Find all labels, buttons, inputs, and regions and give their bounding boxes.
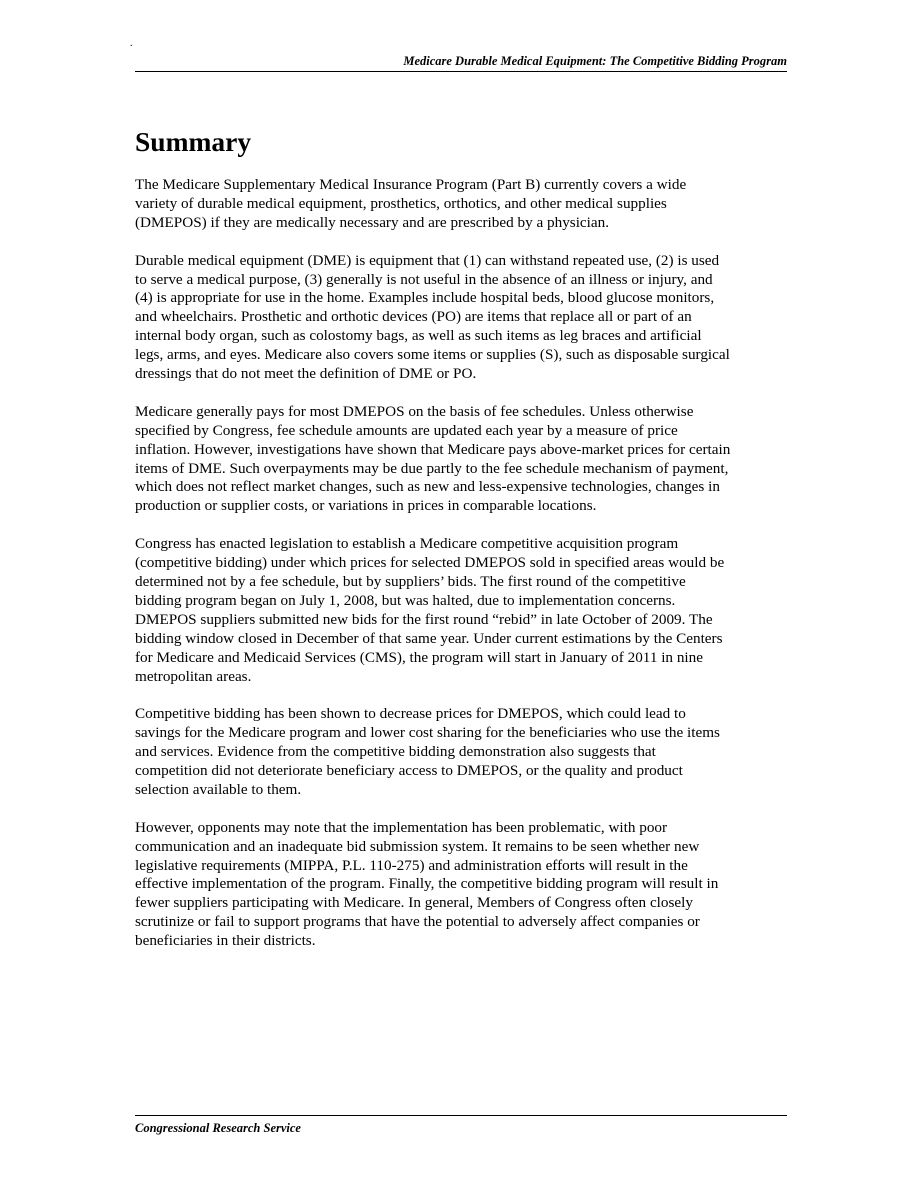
text-line: savings for the Medicare program and lower cost sharing for the beneficiaries who use the items xyxy=(135,724,720,742)
summary-paragraph xyxy=(135,535,795,686)
summary-paragraph xyxy=(135,403,795,516)
text-line: bidding window closed in December of that same year. Under current estimations by the Centers xyxy=(135,629,723,647)
page-title: Summary xyxy=(135,126,252,157)
text-line: fewer suppliers participating with Medicare. In general, Members of Congress often closely xyxy=(135,894,693,912)
footer-divider xyxy=(135,1115,787,1116)
text-line: specified by Congress, fee schedule amounts are updated each year by a measure of price xyxy=(135,421,678,439)
text-line: inflation. However, investigations have shown that Medicare pays above-market prices for certain xyxy=(135,440,731,458)
text-line: The Medicare Supplementary Medical Insurance Program (Part B) currently covers a wide xyxy=(135,176,687,193)
text-line: bidding program began on July 1, 2008, but was halted, due to implementation concerns. xyxy=(135,591,676,609)
summary-paragraph xyxy=(135,819,795,951)
text-line: internal body organ, such as colostomy bags, as well as such items as leg braces and artificial xyxy=(135,327,702,345)
text-line: (4) is appropriate for use in the home. Examples include hospital beds, blood glucose monitors, xyxy=(135,289,715,307)
text-line: items of DME. Such overpayments may be due partly to the fee schedule mechanism of payment, xyxy=(135,459,729,477)
text-line: communication and an inadequate bid submission system. It remains to be seen whether new xyxy=(135,837,700,855)
text-line: and wheelchairs. Prosthetic and orthotic devices (PO) are items that replace all or part of an xyxy=(135,308,692,326)
summary-paragraph xyxy=(135,705,795,800)
text-line: which does not reflect market changes, such as new and less-expensive technologies, changes in xyxy=(135,478,720,496)
text-line: to serve a medical purpose, (3) generally is not useful in the absence of an illness or injury, and xyxy=(135,270,713,288)
text-line: Congress has enacted legislation to establish a Medicare competitive acquisition program xyxy=(135,535,679,553)
text-line: for Medicare and Medicaid Services (CMS), the program will start in January of 2011 in nine xyxy=(135,648,703,666)
footer-source: Congressional Research Service xyxy=(135,1121,301,1135)
text-line: selection available to them. xyxy=(135,780,302,798)
stray-mark: . xyxy=(130,38,133,49)
text-line: scrutinize or fail to support programs that have the potential to adversely affect companies or xyxy=(135,913,700,931)
summary-paragraph xyxy=(135,176,795,233)
running-header: Medicare Durable Medical Equipment: The Competitive Bidding Program xyxy=(403,54,787,68)
text-line: production or supplier costs, or variations in prices in comparable locations. xyxy=(135,497,597,515)
text-line: Medicare generally pays for most DMEPOS on the basis of fee schedules. Unless otherwise xyxy=(135,402,694,420)
text-line: variety of durable medical equipment, prosthetics, orthotics, and other medical supplies xyxy=(135,194,667,212)
text-line: beneficiaries in their districts. xyxy=(135,932,316,950)
text-line: dressings that do not meet the definition of DME or PO. xyxy=(135,365,477,383)
text-line: (competitive bidding) under which prices for selected DMEPOS sold in specified areas would be xyxy=(135,554,725,572)
text-line: metropolitan areas. xyxy=(135,667,252,685)
text-line: legislative requirements (MIPPA, P.L. 110-275) and administration efforts will result in the xyxy=(135,856,688,874)
text-line: legs, arms, and eyes. Medicare also covers some items or supplies (S), such as disposable surgical xyxy=(135,346,730,364)
text-line: However, opponents may note that the implementation has been problematic, with poor xyxy=(135,818,668,836)
summary-paragraph xyxy=(135,252,795,384)
text-line: and services. Evidence from the competitive bidding demonstration also suggests that xyxy=(135,743,656,761)
text-line: effective implementation of the program. Finally, the competitive bidding program will result in xyxy=(135,875,719,893)
text-line: determined not by a fee schedule, but by suppliers’ bids. The first round of the competitive xyxy=(135,572,686,590)
text-line: Durable medical equipment (DME) is equipment that (1) can withstand repeated use, (2) is used xyxy=(135,251,720,269)
text-line: competition did not deteriorate beneficiary access to DMEPOS, or the quality and product xyxy=(135,762,683,780)
text-line: DMEPOS suppliers submitted new bids for the first round “rebid” in late October of 2009. The xyxy=(135,610,713,628)
header-divider xyxy=(135,71,787,72)
text-line: (DMEPOS) if they are medically necessary and are prescribed by a physician. xyxy=(135,213,610,231)
text-line: Competitive bidding has been shown to decrease prices for DMEPOS, which could lead to xyxy=(135,705,686,723)
summary-body xyxy=(135,176,795,970)
